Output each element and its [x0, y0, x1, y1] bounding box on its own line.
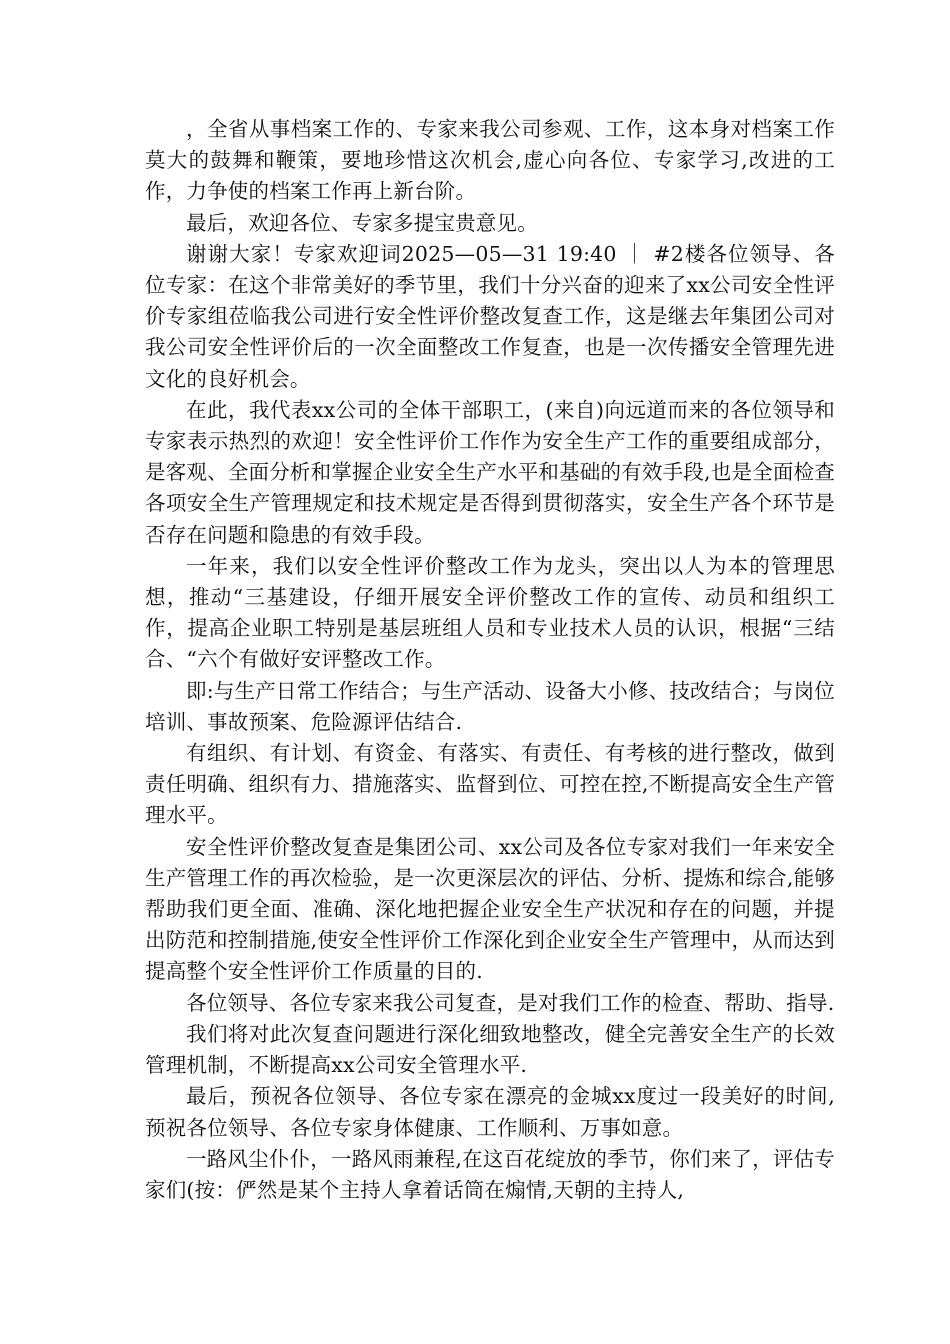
paragraph: 各位领导、各位专家来我公司复查，是对我们工作的检查、帮助、指导. [186, 990, 835, 1015]
paragraph: 一路风尘仆仆，一路风雨兼程,在这百花绽放的季节，你们来了，评估专家们(按：俨然是某个主持人拿着话筒在煽情,天朝的主持人, [145, 1146, 835, 1202]
paragraph: 最后，预祝各位领导、各位专家在漂亮的金城xx度过一段美好的时间,预祝各位领导、各位专家身体健康、工作顺利、万事如意。 [145, 1084, 835, 1140]
paragraph: 一年来，我们以安全性评价整改工作为龙头，突出以人为本的管理思想，推动“三基建设，仔细开展安全评价整改工作的宣传、动员和组织工作，提高企业职工特别是基层班组人员和专业技术人员的认识，根据“三结合、“六个有做好安评整改工作。 [145, 553, 835, 672]
paragraph: 有组织、有计划、有资金、有落实、有责任、有考核的进行整改，做到责任明确、组织有力、措施落实、监督到位、可控在控,不断提高安全生产管理水平。 [145, 741, 835, 828]
paragraph: 在此，我代表xx公司的全体干部职工，(来自)向远道而来的各位领导和专家表示热烈的欢迎！安全性评价工作作为安全生产工作的重要组成部分，是客观、全面分析和掌握企业安全生产水平和基础的有效手段,也是全面检查各项安全生产管理规定和技术规定是否得到贯彻落实，安全生产各个环节是否存在问题和隐患的有效手段。 [145, 397, 835, 547]
document-body [145, 114, 835, 1206]
paragraph: ，全省从事档案工作的、专家来我公司参观、工作，这本身对档案工作莫大的鼓舞和鞭策，要地珍惜这次机会,虚心向各位、专家学习,改进的工作，力争使的档案工作再上新台阶。 [145, 117, 835, 204]
paragraph: 谢谢大家！专家欢迎词2025—05—31 19:40 ｜ #2楼各位领导、各位专家：在这个非常美好的季节里，我们十分兴奋的迎来了xx公司安全性评价专家组莅临我公司进行安全性评价整改复查工作，这是继去年集团公司对我公司安全性评价后的一次全面整改工作复查，也是一次传播安全管理先进文化的良好机会。 [145, 241, 835, 391]
paragraph: 安全性评价整改复查是集团公司、xx公司及各位专家对我们一年来安全生产管理工作的再次检验，是一次更深层次的评估、分析、提炼和综合,能够帮助我们更全面、准确、深化地把握企业安全生产状况和存在的问题，并提出防范和控制措施,使安全性评价工作深化到企业安全生产管理中，从而达到提高整个安全性评价工作质量的目的. [145, 834, 835, 984]
paragraph: 我们将对此次复查问题进行深化细致地整改，健全完善安全生产的长效管理机制，不断提高xx公司安全管理水平. [145, 1021, 835, 1078]
paragraph: 最后，欢迎各位、专家多提宝贵意见。 [186, 210, 538, 235]
paragraph: 即:与生产日常工作结合；与生产活动、设备大小修、技改结合；与岗位培训、事故预案、危险源评估结合. [145, 678, 835, 734]
